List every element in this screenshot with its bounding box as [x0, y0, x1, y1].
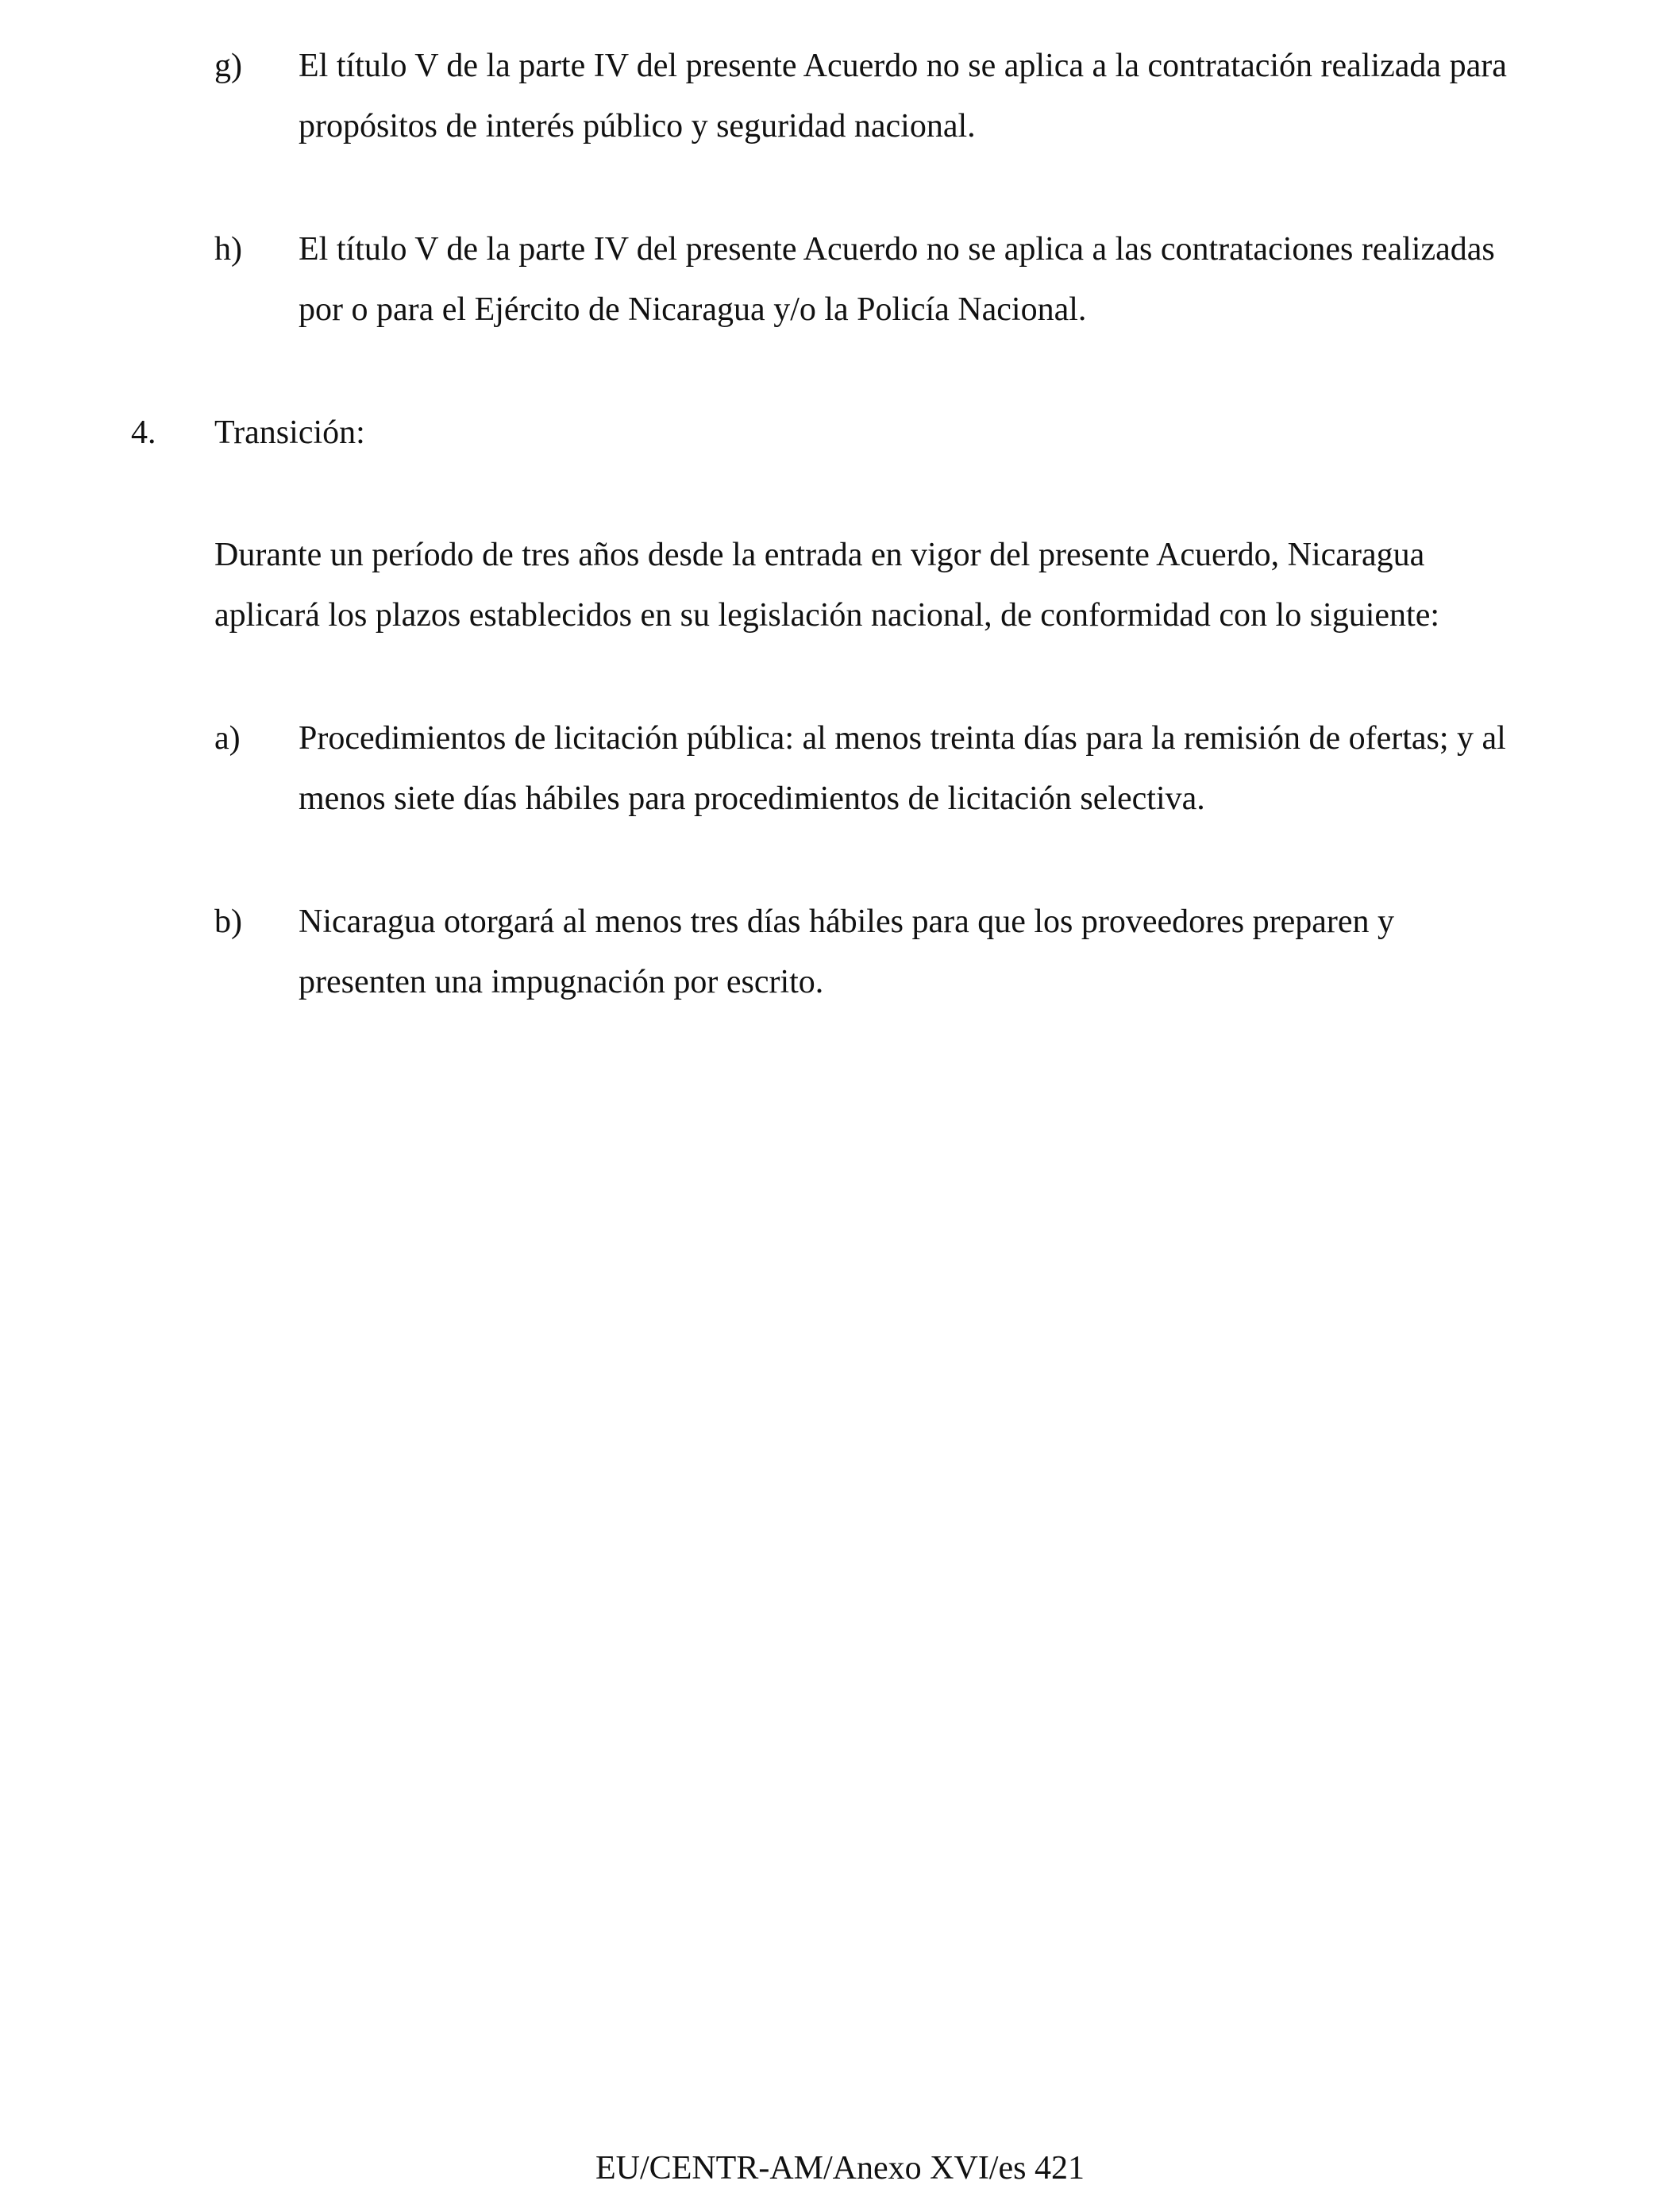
section-4-number: 4. [131, 414, 156, 451]
section-4-intro: Durante un período de tres años desde la entrada en vigor del presente Acuerdo, Nicaragua aplicará los plazos establecidos en su legislación nacional, de conformidad con lo siguiente: [214, 537, 1440, 634]
item-g-text: El título V de la parte IV del presente Acuerdo no se aplica a la contratación realizada para propósitos de interés público y seguridad nacional. [299, 48, 1507, 144]
section-4-title: Transición: [214, 414, 365, 451]
item-b-text: Nicaragua otorgará al menos tres días hábiles para que los proveedores preparen y presenten una impugnación por escrito. [299, 904, 1395, 1000]
item-g-label: g) [214, 48, 242, 84]
item-h-label: h) [214, 231, 242, 268]
page-footer-reference: EU/CENTR-AM/Anexo XVI/es 421 [595, 2150, 1085, 2187]
item-h-text: El título V de la parte IV del presente Acuerdo no se aplica a las contrataciones realizadas por o para el Ejército de Nicaragua y/o la Policía Nacional. [299, 231, 1495, 328]
item-a-label: a) [214, 720, 241, 757]
item-b-label: b) [214, 904, 242, 940]
item-a-text: Procedimientos de licitación pública: al menos treinta días para la remisión de ofertas; y al menos siete días hábiles para procedimientos de licitación selectiva. [299, 720, 1506, 817]
